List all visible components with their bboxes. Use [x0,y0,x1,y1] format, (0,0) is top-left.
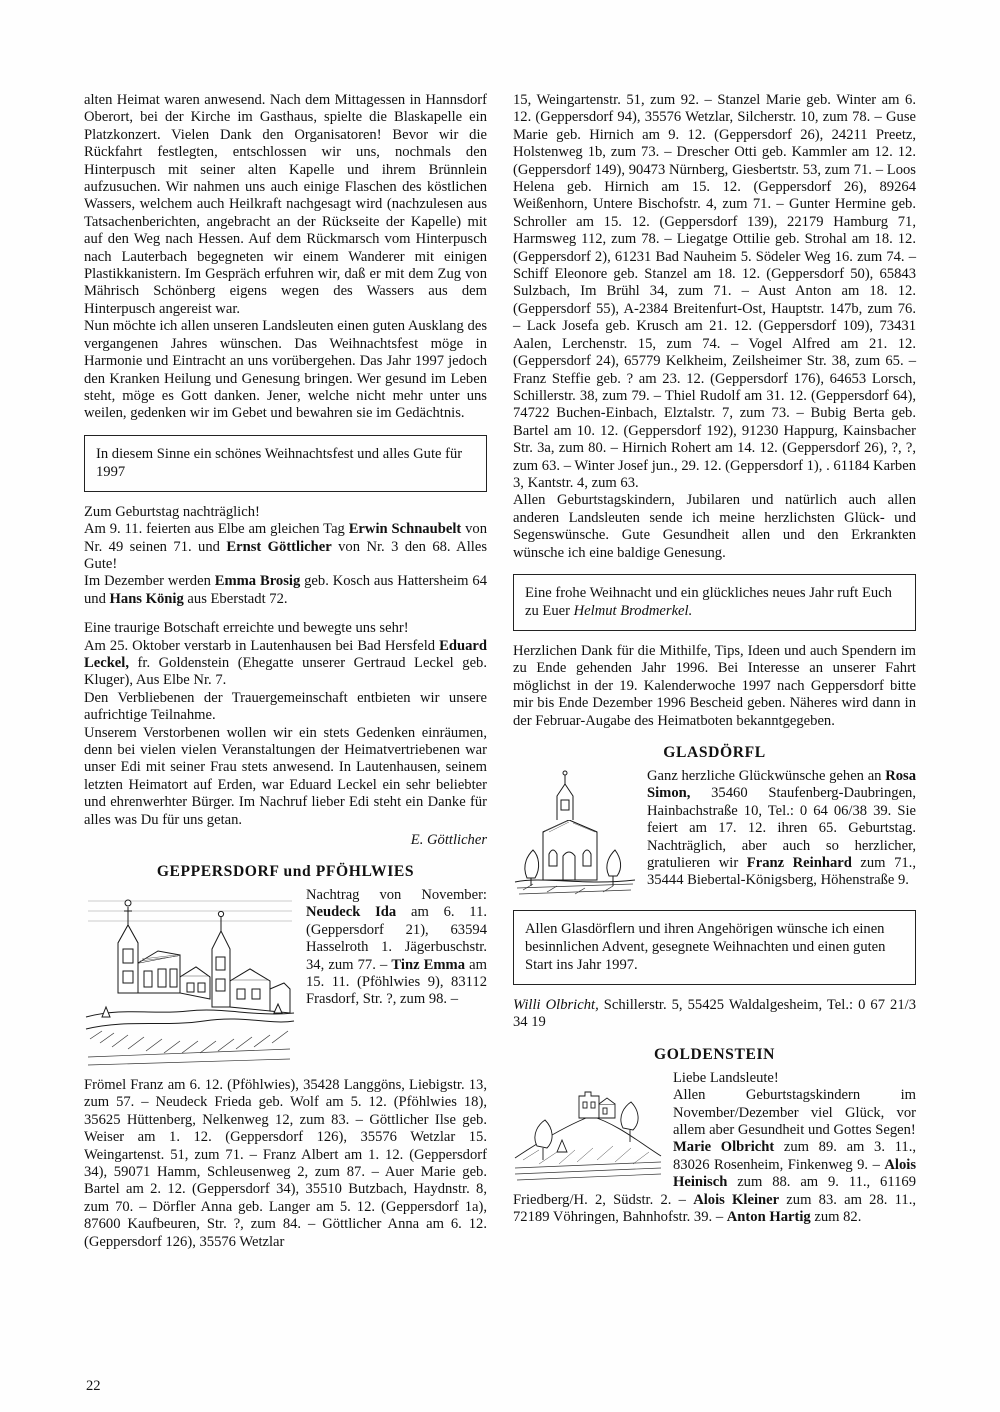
geppersdorf-text-2: am 15. 11. (Pföhlwies 9), 83112 Frasdorf, Str. ?, zum 98. – [306,956,487,1008]
birthday-general-wishes: Allen Geburtstagskindern, Jubilaren und natürlich auch allen anderen Landsleuten sende ich meine herzlichsten Glück- und Segenswünsche. Gute Gesundheit allen und den Erkrankten wünsche ich eine baldige Genesung. [513,492,916,561]
goldenstein-name-2: Alois Heinisch [673,1156,916,1191]
glasdoerfl-text-a: Ganz herzliche Glückwünsche gehen an [647,768,886,784]
section-heading-glasdoerfl: GLASDÖRFL [663,744,766,761]
geppersdorf-illustration-block [84,887,487,1251]
birthday-entry-december [84,573,487,608]
paragraph-new-year-wishes: Nun möchte ich allen unseren Landsleuten einen guten Ausklang des vergangenen Jahres wünschen. Das Weihnachtsfest möge in Harmonie und Eintracht an uns vorübergehen. Das Jahr 1997 jedoch den Kranken Heilung und Genesung bringen. Wer gesund im Leben steht, möge es Gott danken. Jener, welche nicht mehr unter uns weilen, gedenken wir im Gebet und bewahren sie im Gedächtnis. [84,318,487,422]
geppersdorf-birthday-list-continued: 15, Weingartenstr. 51, zum 92. – Stanzel Marie geb. Winter am 6. 12. (Geppersdorf 94), 35576 Wetzlar, Silcherstr. 10, zum 78. – Guse Marie geb. Hirnich am 9. 12. (Geppersdorf 26), 24211 Preetz, Holstenweg 1b, zum 73. – Drescher Otti geb. Kammler am 12. 12. (Geppersdorf 149), 90473 Nürnberg, Giesbertstr. 53, zum 71. – Loos Helena geb. Hirnich am 15. 12. (Geppersdorf 26), 89264 Weißenhorn, Untere Bischofstr. 4, zum 71. – Gunter Hermine geb. Schroller am 15. 12. (Geppersdorf 139), 22179 Hamburg 71, Harmsweg 112, zum 78. – Liegatge Ottilie geb. Strohal am 18. 12. (Geppersdorf 2), 61231 Bad Nauheim 5. Södeler Weg 16. zum 74. – Schiff Eleonore geb. Stanzel am 18. 12. (Geppersdorf 50), 65843 Sulzbach, Im Brühl 34, zum 71. – Aust Anton am 18. 12. (Geppersdorf 55), A-2384 Breitenfurt-Ost, Hauptstr. 147b, zum 76. – Lack Josefa geb. Krusch am 21. 12. (Geppersdorf 109), 73431 Aalen, Lerchenstr. 15, zum 74. – Vogel Alfred am 21. 12. (Geppersdorf 24), 65779 Kelkheim, Zeilsheimer Str. 38, zum 65. – Franz Steffie geb. ? am 23. 12. (Geppersdorf 176), 64653 Lorsch, Schillerstr. 38, zum 79. – Thiel Rudolf am 31. 12. (Geppersdorf 64), 74722 Buchen-Einbach, Elztalstr. 7, zum 73. – Bubig Berta geb. Bartel am 10. 12. (Geppersdorf 192), 91230 Happurg, Kainsbacher Str. 3a, zum 80. – Hirnich Rohert am 14. 12. (Geppersdorf 26), ?, ?, zum 63. – Winter Josef jun., 29. 12. (Geppersdorf 1), . 61184 Karben 3, Kantstr. 4, zum 63. [513,92,916,491]
section-heading-goldenstein: GOLDENSTEIN [654,1045,775,1063]
small-chapel-drawing [513,770,637,898]
goldenstein-wishes: Allen Geburtstagskindern im November/Dezember viel Glück, vor allem aber Gesundheit und Gottes Segen! [673,1087,916,1139]
village-church-with-houses-drawing [84,889,296,1075]
box-xmas-signature: Helmut Brodmerkel. [573,602,693,619]
boxed-xmas-wish-right [513,574,916,631]
goldenstein-name-1: Marie Olbricht [673,1139,775,1156]
goldenstein-name-4: Anton Hartig [726,1209,811,1226]
left-column [84,92,487,1251]
obituary-name: Eduard Leckel, [84,637,487,671]
obituary-text-a: Am 25. Oktober verstarb in Lautenhausen bei Bad Hersfeld [84,637,440,654]
geppersdorf-text-1: am 6. 11. (Geppersdorf 21), 63594 Hasselroth 1. Jägerbuschstr. 34, zum 77. – [306,904,488,973]
goldenstein-text-a: zum 89. am 3. 11., 83026 Rosenheim, Finkenweg 9. – [673,1139,916,1173]
goldenstein-text-c: zum 83. am 28. 11., 72189 Vöhringen, Bahnhofstr. 39. – [513,1191,917,1226]
december-name-a: Emma Brosig [214,573,301,590]
geppersdorf-name-2: Tinz Emma [391,956,466,973]
goldenstein-text-d: zum 82. [810,1209,862,1226]
december-text-c: aus Eberstadt 72. [183,590,288,607]
box-xmas-text: Eine frohe Weihnacht und ein glückliches neues Jahr ruft Euch zu Euer [525,584,892,619]
obituary-signature: E. Göttlicher [410,832,487,849]
glasdoerfl-signature-name: Willi Olbricht, [513,997,599,1013]
goldenstein-text-b: zum 88. am 9. 11., 61169 Friedberg/H. 2, Südstr. 2. – [513,1174,916,1208]
geppersdorf-note: Nachtrag von November: [306,887,487,904]
thanks-paragraph: Herzlichen Dank für die Mithilfe, Tips, Ideen und auch Spendern im zu Ende gehenden Jahr 1996. Bei Interesse an unserer Fahrt möglichst in der 19. Kalenderwoche 1997 nach Geppersdorf bitte mir bis Ende Dezember 1996 Bescheid geben. Näheres wird dann in der Februar-Augabe des Heimatboten bekanntgegeben. [513,642,916,729]
obituary-heading: Eine traurige Botschaft erreichte und bewegte uns sehr! [84,620,409,637]
december-text-a: Im Dezember werden [84,573,215,590]
two-column-layout [84,92,916,1251]
obituary-condolence: Den Verbliebenen der Trauergemeinschaft entbieten wir unsere aufrichtige Teilnahme. [84,689,487,724]
right-column [513,92,916,1251]
glasdoerfl-signature [513,997,916,1032]
december-name-b: Hans König [109,590,184,607]
boxed-xmas-wish-left: In diesem Sinne ein schönes Weihnachtsfest und alles Gute für 1997 [84,435,487,492]
obituary-text-b: fr. Goldenstein (Ehegatte unserer Gertraud Leckel geb. Kluger), Aus Elbe Nr. 7. [84,654,487,689]
glasdoerfl-text-c: zum 71., 35444 Biebertal-Königsberg, Höhenstraße 9. [647,855,916,889]
geppersdorf-birthday-list: Frömel Franz am 6. 12. (Pföhlwies), 35428 Langgöns, Liebigstr. 13, zum 57. – Neudeck Frieda geb. Wolf am 5. 12. (Pföhlwies 18), 35625 Hüttenberg, Nelkenweg 12, zum 83. – Göttlicher Ilse geb. Weiser am 1. 12. (Geppersdorf 126), 35576 Wetzlar 15. Weingartenst. 51, zum 71. – Franz Albert am 1. 12. (Geppersdorf 34), 59071 Hamm, Schleusenweg 2, zum 87. – Auer Marie geb. Bartel am 2. 12. (Geppersdorf 34), 35510 Butzbach, Haydnstr. 8, zum 70. – Dörfler Anna geb. Langer am 5. 12. (Geppersdorf 1a), 87600 Kaufbeuren, Str. ?, zum 84. – Göttlicher Anna am 6. 12. (Geppersdorf 126), 35576 Wetzlar [84,1077,487,1250]
birthday-heading: Zum Geburtstag nachträglich! [84,503,260,520]
section-heading-geppersdorf: GEPPERSDORF und PFÖHLWIES [156,863,415,881]
birthday-entry-november [84,521,487,573]
obituary-memorial: Unserem Verstorbenen wollen wir ein stets Gedenken einräumen, denn bei vielen vielen Veranstaltungen der Heimatvertriebenen war unser Edi mit seiner Frau stets anwesend. In Lautenhausen, seinem letzten Heimatort auf Erden, war Eduard Leckel ein sehr beliebter und ehrenwerhter Bürger. Im Nachruf lieber Edi steht ein Danke für alles was Du für uns getan. [84,724,487,828]
goldenstein-name-3: Alois Kleiner [693,1191,780,1208]
glasdoerfl-signature-address: Schillerstr. 5, 55425 Waldalgesheim, Tel.: 0 67 21/3 34 19 [513,997,916,1031]
hilltop-castle-landscape-drawing [513,1072,663,1184]
birthday-name-b: Ernst Göttlicher [226,538,332,555]
glasdoerfl-text-b: 35460 Staufenberg-Daubringen, Hainbachstraße 10, Tel.: 0 64 06/38 39. Sie feiert am 17. 12. ihren 65. Geburtstag. Nachträglich, aber auch so herzlicher, gratulieren wir [647,785,916,872]
page-number: 22 [86,1378,101,1394]
goldenstein-illustration-block [513,1070,916,1227]
birthday-name-a: Erwin Schnaubelt [348,521,462,538]
birthday-text-c: von Nr. 3 den 68. Alles Gute! [84,538,487,572]
glasdoerfl-name-2: Franz Reinhard [746,855,852,872]
geppersdorf-name-1: Neudeck Ida [306,904,397,921]
glasdoerfl-illustration-block [513,768,916,898]
paragraph-continuation: alten Heimat waren anwesend. Nach dem Mittagessen in Hannsdorf Oberort, bei der Kirche im Gasthaus, spielte die Blaskapelle ein Platzkonzert. Vielen Dank den Organisatoren! Bevor wir die Rückfahrt festlegten, entschlossen wir uns, nochmals den Hinterpusch mit seiner alten Kapelle und ihrem Brünnlein aufzusuchen. Wir nahmen uns auch einige Flaschen des köstlichen Wassers, welchem auch Heilkraft nachgesagt wird (nachzulesen aus Tatsachenberichten, angebracht an der Rückseite der Kapelle) mit auf den Weg nach Hessen. Auf dem Rückmarsch vom Hinterpusch nach Lauterbach begegneten wir einem Wanderer mit einigen Plastikkanistern. Im Gespräch erfuhren wir, daß er mit dem Zug von Mährisch Schönberg eigens wegen des Wassers aus dem Hinterpusch angereist war. [84,92,487,317]
glasdoerfl-name-1: Rosa Simon, [647,768,916,802]
birthday-text-b: von Nr. 49 seinen 71. und [84,521,487,555]
boxed-advent-wish-glasdoerfl: Allen Glasdörflern und ihren Angehörigen wünsche ich einen besinnlichen Advent, gesegnete Weihnachten und einen guten Start ins Jahr 1997. [513,910,916,985]
obituary-entry [84,638,487,690]
goldenstein-greeting: Liebe Landsleute! [673,1069,779,1086]
december-text-b: geb. Kosch aus Hattersheim 64 und [84,573,487,607]
birthday-text-a: Am 9. 11. feierten aus Elbe am gleichen Tag [84,521,349,538]
